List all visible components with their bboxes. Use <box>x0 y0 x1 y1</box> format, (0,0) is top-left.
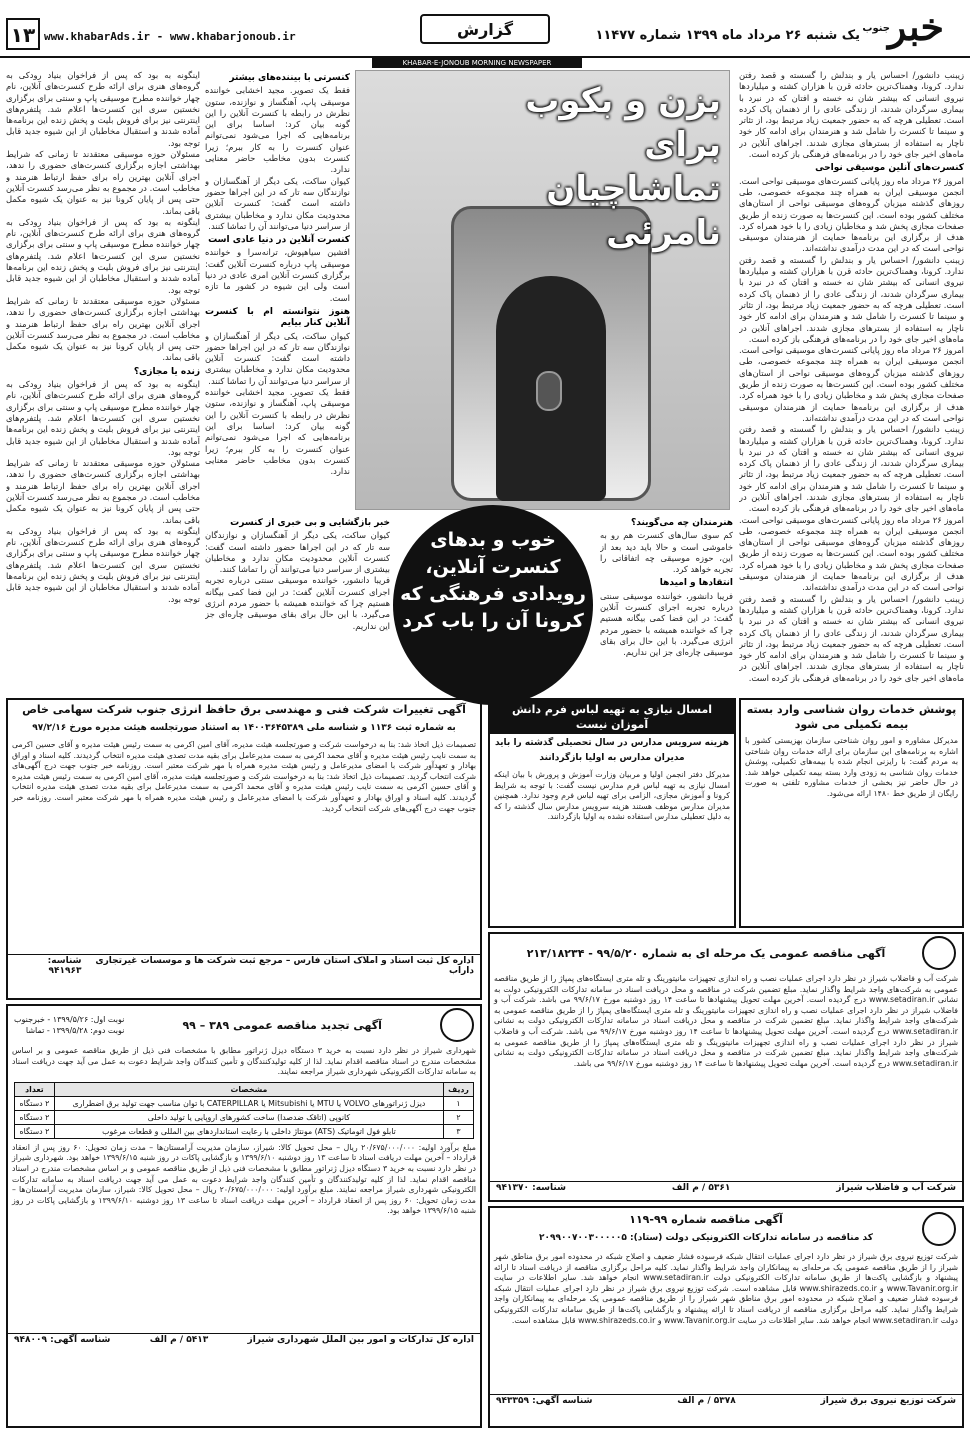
ad-id: شناسه آگهی: ۹۴۸۰۰۹ <box>14 1334 111 1345</box>
article-text: کیوان ساکت، یکی دیگر از آهنگسازان و نوازندگان سه تار که در این اجراها حضور داشته است گفت: کنسرت آنلاین محدودیت مکان ندارد و مخاطبان بیشتری از سراسر دنیا می‌توانند آن را تماشا کنند. <box>205 530 390 575</box>
subheading: هنرمندان چه می‌گویند؟ <box>631 518 733 528</box>
subheading: انتقادها و امیدها <box>659 578 733 589</box>
ad-body <box>490 972 962 1181</box>
article-text: فریبا دانشور، خواننده موسیقی سنتی درباره تجربه اجرای کنسرت آنلاین گفت: در این فضا کمی بیگانه هستیم چرا که خواننده همیشه با حضور مردم انرژی می‌گیرد. با این حال برای بقای موسیقی چاره‌ای جز این نداریم. <box>600 590 733 658</box>
ad-issuer: اداره کل ثبت اسناد و املاک استان فارس – مرجع ثبت شرکت ها و موسسات غیرتجاری داراب <box>95 956 474 976</box>
article-text: اینگونه به بود که پس از فراخوان بنیاد رودکی به گروه‌های هنری برای ارائه طرح کنسرت‌های آنلاین، نام چهار خواننده مطرح موسیقی پاپ و سنتی برای برگزاری نخستین سری این کنسرت‌ها اعلام شد. پلتفرم‌های اینترنتی نیز برای فروش بلیت و پخش زنده این برنامه‌ها آماده شدند و استقبال مخاطبان از این شیوه جدید قابل توجه بود. <box>6 70 200 148</box>
ad-header <box>8 1006 480 1044</box>
column-header: ردیف <box>444 1082 474 1096</box>
article-text: امروز ۲۶ مرداد ماه روز پایانی کنسرت‌های موسیقی نواحی است. انجمن موسیقی ایران به همراه چند مجموعه خصوصی، طی روزهای گذشته میزبان گروه‌های موسیقی نواحی از استان‌های مختلف کشور بوده است. این کنسرت‌ها به صورت زنده از طریق صفحات مجازی پخش شد و مخاطبان زیادی را با خود همراه کرد. هدف از برگزاری این برنامه‌ها حمایت از هنرمندان موسیقی نواحی است که در این مدت درآمدی نداشته‌اند. <box>739 514 964 593</box>
article-text: زیبنب دانشور/ احساس یار و بندلش را گسسته و قصد رفتن ندارد. کرونا، وهمناک‌ترین حادثه قرن با هزاران کشته و میلیاردها نیروی انسانی که بیشتر شان نه خسته و افتان که در نبرد با بیماری سرگردان شدند، از زندگی عادی را از ذهنمان پاک کرده است. تعطیلی هرچه که به حضور جمعیت زیاد مرتبط بود، از تئاتر و سینما تا کنسرت را شامل شد و هنرمندان برای ادامه کار خود ناچار به استفاده از بسترهای مجازی شدند. اجراهای آنلاین در ماه‌های اخیر جای خود را در برنامه‌های فرهنگی باز کرده است. <box>739 70 964 160</box>
ad-text: شهرداری شیراز در نظر دارد نسبت به خرید ۳ دستگاه دیزل ژنراتور مطابق با مشخصات فنی ذیل از طریق مناقصه عمومی و بر اساس مشخصات مندرج در اسناد مناقصه اقدام نماید. لذا از کلیه تولیدکنندگان و تأمین کنندگان واجد شرایط دعوت به عمل می آید جهت دریافت اسناد به سامانه تدارکات الکترونیکی شهرداری شیراز مراجعه نمایند. <box>12 1046 476 1077</box>
ad-title: آگهی تغییرات شرکت فنی و مهندسی برق حافظ انرژی جنوب شرکت سهامی خاص <box>22 703 466 716</box>
ad-subtitle: کد مناقصه در سامانه تدارکات الکترونیکی دولت (ستاد): ۲۰۹۹۰۰۷۰۰۳۰۰۰۰۰۵ <box>539 1233 873 1243</box>
ad-text: تصمیمات ذیل اتخاذ شد: بنا به درخواست شرکت و صورتجلسه هیئت مدیره، آقای امین اکرمی به سمت رئیس هیئت مدیره و آقای حسین اکرمی به سمت نایب رئیس هیئت مدیره و آقای محمد اکرمی به سمت مدیرعامل برای بقیه مدت تصدی هیئت مدیره انتخاب گردیدند. کلیه اسناد و اوراق بهادار و تعهدآور شرکت با امضای مدیرعامل و رئیس هیئت مدیره همراه با مهر شرکت معتبر است. روزنامه خبر جنوب جهت درج آگهی‌های شرکت انتخاب گردید. <box>12 740 477 781</box>
english-strip: KHABAR-E-JONOUB MORNING NEWSPAPER <box>372 58 582 68</box>
subheading: کنسرتی با بیننده‌های بیشتر <box>229 73 350 83</box>
shiraz-municipality-logo-icon <box>440 1008 474 1042</box>
article-column-mid-left <box>205 515 390 690</box>
table-cell: ۲ دستگاه <box>15 1096 55 1110</box>
ad-subtitle: به شماره ثبت ۱۱۳۶ و شناسه ملی ۱۴۰۰۳۶۴۵۳۸۹ به استناد صورتجلسه هیئت مدیره مورخ ۹۷/۲/۱۶ <box>32 723 456 733</box>
ad-text: شرکت توزیع نیروی برق شیراز در نظر دارد اجرای عملیات انتقال شبکه فرسوده فشار ضعیف و اصلاح شبکه در محدوده امور برق مناطق شهر شیراز را از طریق مناقصه عمومی یک مرحله‌ای به پیمانکاران واجد شرایط واگذار نماید. کلیه مراحل برگزاری مناقصه از دریافت اسناد تا ارائه پیشنهاد و بازگشایی پاکت‌ها از طریق سامانه تدارکات الکترونیکی دولت www.setadiran.ir انجام خواهد شد. سایر اطلاعات در سایت www.Tavanir.org.ir و www.shirazeds.co.ir قابل مشاهده است. <box>494 1283 958 1325</box>
box-title: امسال نیازی به تهیه لباس فرم دانش آموزان نیست <box>490 700 734 734</box>
ad-code: ۵۳۶۱ / م الف <box>671 1183 731 1193</box>
article-text: زیبنب دانشور/ احساس یار و بندلش را گسسته و قصد رفتن ندارد. کرونا، وهمناک‌ترین حادثه قرن با هزاران کشته و میلیاردها نیروی انسانی که بیشتر شان نه خسته و افتان که در نبرد با بیماری سرگردان شدند، از زندگی عادی را از ذهنمان پاک کرده است. تعطیلی هرچه که به حضور جمعیت زیاد مرتبط بود، از تئاتر و سینما تا کنسرت را شامل شد و هنرمندان برای ادامه کار خود ناچار به استفاده از بسترهای مجازی شدند. اجراهای آنلاین در ماه‌های اخیر جای خود را در برنامه‌های فرهنگی باز کرده است. <box>739 424 964 514</box>
article-text: اینگونه به بود که پس از فراخوان بنیاد رودکی به گروه‌های هنری برای ارائه طرح کنسرت‌های آنلاین، نام چهار خواننده مطرح موسیقی پاپ و سنتی برای برگزاری نخستین سری این کنسرت‌ها اعلام شد. پلتفرم‌های اینترنتی نیز برای فروش بلیت و پخش زنده این برنامه‌ها آماده شدند و استقبال مخاطبان از این شیوه جدید قابل توجه بود. <box>6 525 200 604</box>
table-cell: ۲ دستگاه <box>15 1124 55 1138</box>
ad-footer <box>490 1181 962 1194</box>
box-text: مدیرکل دفتر انجمن اولیا و مربیان وزارت آموزش و پرورش با بیان اینکه امسال نیازی به تهیه لباس فرم مدارس نیست گفت: با توجه به شرایط کرونا و آموزش مجازی، الزامی برای تهیه لباس فرم وجود ندارد. همچنین مدیران مدارس موظف هستند هزینه سرویس مدارس سال گذشته را که به دلیل تعطیلی مدارس استفاده نشده به اولیا بازگردانند. <box>494 770 730 822</box>
subheading: خبر بازگشایی و بی خبری از کنسرت <box>230 518 390 528</box>
ad-meta-first: نوبت اول: ۱۳۹۹/۵/۲۶ - خبرجنوب <box>14 1015 125 1024</box>
article-text: امروز ۲۶ مرداد ماه روز پایانی کنسرت‌های موسیقی نواحی است. انجمن موسیقی ایران به همراه چند مجموعه خصوصی، طی روزهای گذشته میزبان گروه‌های موسیقی نواحی از استان‌های مختلف کشور بوده است. این کنسرت‌ها به صورت زنده از طریق صفحات مجازی پخش شد و مخاطبان زیادی را با خود همراه کرد. هدف از برگزاری این برنامه‌ها حمایت از هنرمندان موسیقی نواحی است که در این مدت درآمدی نداشته‌اند. <box>739 345 964 423</box>
page-number: ۱۳ <box>6 18 40 50</box>
article-column-left <box>205 70 350 510</box>
ad-text: تصمیمات ذیل اتخاذ شد: بنا به درخواست شرکت و صورتجلسه هیئت مدیره، آقای امین اکرمی به سمت رئیس هیئت مدیره و آقای حسین اکرمی به سمت نایب رئیس هیئت مدیره و آقای محمد اکرمی به سمت مدیرعامل برای بقیه مدت تصدی هیئت مدیره انتخاب گردیدند. کلیه اسناد و اوراق بهادار و تعهدآور شرکت با امضای مدیرعامل و رئیس هیئت مدیره همراه با مهر شرکت معتبر است. روزنامه خبر جنوب جهت درج آگهی‌های شرکت انتخاب گردید. <box>12 771 476 813</box>
article-text: مسئولان حوزه موسیقی معتقدند تا زمانی که شرایط بهداشتی اجازه برگزاری کنسرت‌های حضوری را ندهد، اجرای آنلاین بهترین راه برای حفظ ارتباط هنرمند و مخاطب است. در مجموع به نظر می‌رسد کنسرت آنلاین حتی پس از پایان کرونا نیز به عنوان یک شیوه مکمل باقی بماند. <box>6 295 200 363</box>
article-text: کیوان ساکت، یکی دیگر از آهنگسازان و نوازندگان سه تار که در این اجراها حضور داشته است گفت: کنسرت آنلاین محدودیت مکان ندارد و مخاطبان بیشتری از سراسر دنیا می‌توانند آن را تماشا کنند. <box>205 175 350 231</box>
ad-id: شناسه: ۹۴۱۹۶۳ <box>47 956 82 976</box>
table-cell: ۱ <box>444 1096 474 1110</box>
article-text: امروز ۲۶ مرداد ماه روز پایانی کنسرت‌های موسیقی نواحی است. انجمن موسیقی ایران به همراه چند مجموعه خصوصی، طی روزهای گذشته میزبان گروه‌های موسیقی نواحی از استان‌های مختلف کشور بوده است. این کنسرت‌ها به صورت زنده از طریق صفحات مجازی پخش شد و مخاطبان زیادی را با خود همراه کرد. هدف از برگزاری این برنامه‌ها حمایت از هنرمندان موسیقی نواحی است که در این مدت درآمدی نداشته‌اند. <box>739 175 964 254</box>
ad-title: آگهی مناقصه شماره ۹۹-۱۱۹ <box>629 1213 783 1226</box>
table-row <box>15 1124 474 1138</box>
table-cell: ۳ <box>444 1124 474 1138</box>
ad-municipality-tender <box>6 1004 482 1428</box>
ad-id: شناسه: ۹۴۱۳۷۰ <box>496 1183 566 1193</box>
subheading: زنده یا مجازی؟ <box>133 366 200 377</box>
ad-code: ۵۴۱۳ / م الف <box>149 1334 209 1345</box>
circle-headline: خوب و بدهای کنسرت آنلاین، رویدادی فرهنگی که کرونا آن را باب کرد <box>393 505 593 705</box>
ad-header <box>490 1208 962 1250</box>
ad-title: آگهی تجدید مناقصه عمومی ۳۸۹ – ۹۹ <box>182 1018 382 1032</box>
ad-header <box>490 934 962 972</box>
ad-text: شرکت آب و فاضلاب شیراز در نظر دارد اجرای عملیات نصب و راه اندازی تجهیزات مانیتورینگ و تله متری ایستگاه‌های پمپاژ را از طریق مناقصه عمومی به شرکت‌های واجد شرایط واگذار نماید. مبلغ تضمین شرکت در مناقصه و محل دریافت اسناد در سامانه تدارکات الکترونیکی دولت به نشانی www.setadiran.ir درج گردیده است. آخرین مهلت تحویل پیشنهادها تا ساعت ۱۴ روز دوشنبه مورخ ۹۹/۶/۱۷ می باشد. <box>494 1026 958 1068</box>
ad-id: شناسه آگهی: ۹۴۳۳۵۹ <box>496 1396 593 1406</box>
article-column-mid-right <box>600 515 733 690</box>
logo-text: خبر <box>888 4 944 49</box>
subheading: هنوز نتوانسته ام با کنسرت آنلاین کنار بیایم <box>205 306 350 329</box>
ad-title-group <box>496 1210 916 1248</box>
ad-text: شرکت آب و فاضلاب شیراز در نظر دارد اجرای عملیات نصب و راه اندازی تجهیزات مانیتورینگ و تله متری ایستگاه‌های پمپاژ را از طریق مناقصه عمومی به شرکت‌های واجد شرایط واگذار نماید. مبلغ تضمین شرکت در مناقصه و محل دریافت اسناد در سامانه تدارکات الکترونیکی دولت به نشانی www.setadiran.ir درج گردیده است. آخرین مهلت تحویل پیشنهادها تا ساعت ۱۴ روز دوشنبه مورخ ۹۹/۶/۱۷ می باشد. <box>494 995 958 1036</box>
box-title: پوشش خدمات روان شناسی وارد بسته بیمه تکمیلی می شود <box>746 703 957 731</box>
ad-electricity-tender <box>488 1206 964 1428</box>
article-text: کم سوی سال‌های کنسرت هم رو به خاموشی است و حالا باید دید بعد از این، حوزه موسیقی چه اتفاقاتی را تجربه خواهد کرد. <box>600 530 733 575</box>
news-box-insurance <box>739 698 964 928</box>
ad-text: مبلغ برآورد اولیه: ۲۰/۶۷۵/۰۰۰/۰۰۰ ریال – محل تحویل کالا: شیراز، سازمان مدیریت آرامستان‌ها – مدت زمان تحویل: ۶۰ روز پس از انعقاد قرارداد – آخرین مهلت دریافت اسناد تا ساعت ۱۳ روز دوشنبه ۱۳۹۹/۶/۱۰ و بازگشایی پاکات در روز شنبه ۱۳۹۹/۶/۱۵ خواهد بود. <box>12 1185 476 1216</box>
table-cell: ۲ دستگاه <box>15 1110 55 1124</box>
box-subtitle: هزینه سرویس مدارس در سال تحصیلی گذشته را باید مدیران مدارس به اولیا بازگردانند <box>494 738 730 763</box>
article-text: فقط یک تصویر. مجید اخشابی خواننده موسیقی پاپ، آهنگساز و نوازنده، ستون نظرش در رابطه با کنسرت آنلاین را این گونه بیان کرد: اساسا برای این برنامه‌هایی که اجرا می‌شود نمی‌توانم عنوان کنسرت را به کار ببرم؛ زیرا کنسرت بدون مخاطب حاضر معنایی ندارد. <box>205 85 350 175</box>
ad-water-tender <box>488 932 964 1202</box>
table-cell: کانوپی (اتاقک ضدصدا) ساخت کشورهای اروپایی یا تولید داخلی <box>54 1110 443 1124</box>
article-text: اینگونه به بود که پس از فراخوان بنیاد رودکی به گروه‌های هنری برای ارائه طرح کنسرت‌های آنلاین، نام چهار خواننده مطرح موسیقی پاپ و سنتی برای برگزاری نخستین سری این کنسرت‌ها اعلام شد. پلتفرم‌های اینترنتی نیز برای فروش بلیت و پخش زنده این برنامه‌ها آماده شدند و استقبال مخاطبان از این شیوه جدید قابل توجه بود. <box>6 379 200 457</box>
article-text: اینگونه به بود که پس از فراخوان بنیاد رودکی به گروه‌های هنری برای ارائه طرح کنسرت‌های آنلاین، نام چهار خواننده مطرح موسیقی پاپ و سنتی برای برگزاری نخستین سری این کنسرت‌ها اعلام شد. پلتفرم‌های اینترنتی نیز برای فروش بلیت و پخش زنده این برنامه‌ها آماده شدند و استقبال مخاطبان از این شیوه جدید قابل توجه بود. <box>6 216 200 295</box>
article-text: زیبنب دانشور/ احساس یار و بندلش را گسسته و قصد رفتن ندارد. کرونا، وهمناک‌ترین حادثه قرن با هزاران کشته و میلیاردها نیروی انسانی که بیشتر شان نه خسته و افتان که در نبرد با بیماری سرگردان شدند، از زندگی عادی را از ذهنمان پاک کرده است. تعطیلی هرچه که به حضور جمعیت زیاد مرتبط بود، از تئاتر و سینما تا کنسرت را شامل شد و هنرمندان برای ادامه کار خود ناچار به استفاده از بسترهای مجازی شدند. اجراهای آنلاین در ماه‌های اخیر جای خود را در برنامه‌های فرهنگی باز کرده است. <box>739 593 964 683</box>
column-header: مشخصات <box>54 1082 443 1096</box>
article-text: زیبنب دانشور/ احساس یار و بندلش را گسسته و قصد رفتن ندارد. کرونا، وهمناک‌ترین حادثه قرن با هزاران کشته و میلیاردها نیروی انسانی که بیشتر شان نه خسته و افتان که در نبرد با بیماری سرگردان شدند، از زندگی عادی را از ذهنمان پاک کرده است. تعطیلی هرچه که به حضور جمعیت زیاد مرتبط بود، از تئاتر و سینما تا کنسرت را شامل شد و هنرمندان برای ادامه کار خود ناچار به استفاده از بسترهای مجازی شدند. اجراهای آنلاین در ماه‌های اخیر جای خود را در برنامه‌های فرهنگی باز کرده است. <box>739 254 964 344</box>
table-cell: دیزل ژنراتورهای VOLVO یا MTU یا Mitsubishi یا CATERPILLAR با توان مناسب جهت تولید برق اضطراری <box>54 1096 443 1110</box>
table-row <box>15 1110 474 1124</box>
article-text: کیوان ساکت، یکی دیگر از آهنگسازان و نوازندگان سه تار که در این اجراها حضور داشته است گفت: کنسرت آنلاین محدودیت مکان ندارد و مخاطبان بیشتری از سراسر دنیا می‌توانند آن را تماشا کنند. <box>205 330 350 386</box>
news-box-school-uniform <box>488 698 736 928</box>
newspaper-logo <box>862 4 964 50</box>
ad-footer <box>8 954 480 977</box>
section-label: گزارش <box>420 14 550 44</box>
ad-table-wrap <box>8 1080 480 1141</box>
website-links[interactable]: www.khabarAds.ir - www.khabarjonoub.ir <box>44 30 296 43</box>
table-row <box>15 1096 474 1110</box>
article-text: مسئولان حوزه موسیقی معتقدند تا زمانی که شرایط بهداشتی اجازه برگزاری کنسرت‌های حضوری را ندهد، اجرای آنلاین بهترین راه برای حفظ ارتباط هنرمند و مخاطب است. در مجموع به نظر می‌رسد کنسرت آنلاین حتی پس از پایان کرونا نیز به عنوان یک شیوه مکمل باقی بماند. <box>6 458 200 525</box>
ad-body <box>8 738 480 954</box>
article-text: فقط یک تصویر. مجید اخشابی خواننده موسیقی پاپ، آهنگساز و نوازنده، ستون نظرش در رابطه با کنسرت آنلاین را این گونه بیان کرد: اساسا برای این برنامه‌هایی که اجرا می‌شود نمی‌توانم عنوان کنسرت را به کار ببرم؛ زیرا کنسرت بدون مخاطب حاضر معنایی ندارد. <box>205 387 350 477</box>
column-header: تعداد <box>15 1082 55 1096</box>
ad-meta-second: نوبت دوم: ۱۳۹۹/۵/۲۸ - تماشا <box>25 1026 125 1035</box>
feature-photo <box>355 70 730 510</box>
article-text: افشین سیاهپوش، ترانه‌سرا و خواننده موسیقی پاپ درباره کنسرت آنلاین گفت: برگزاری کنسرت آنلاین امری عادی در دنیا است ولی این شیوه در کشور ما تازه است. <box>205 247 350 303</box>
table-cell: ۲ <box>444 1110 474 1124</box>
main-headline: بزن و بکوب برای تماشاچیان نامرئی <box>525 81 721 253</box>
ad-footer <box>8 1333 480 1346</box>
article-text: مسئولان حوزه موسیقی معتقدند تا زمانی که شرایط بهداشتی اجازه برگزاری کنسرت‌های حضوری را ندهد، اجرای آنلاین بهترین راه برای حفظ ارتباط هنرمند و مخاطب است. در مجموع به نظر می‌رسد کنسرت آنلاین حتی پس از پایان کرونا نیز به عنوان یک شیوه مکمل باقی بماند. <box>6 149 200 216</box>
table-cell: تابلو فول اتوماتیک (ATS) مونتاژ داخلی با رعایت استانداردهای بین المللی و قطعات مرغوب <box>54 1124 443 1138</box>
article-column-far-left <box>6 70 200 690</box>
water-company-logo-icon <box>922 936 956 970</box>
ad-issuer: شرکت آب و فاضلاب شیراز <box>836 1183 956 1193</box>
ad-text: مبلغ برآورد اولیه: ۲۰/۶۷۵/۰۰۰/۰۰۰ ریال – محل تحویل کالا: شیراز، سازمان مدیریت آرامستان‌ها – مدت زمان تحویل: ۶۰ روز پس از انعقاد قرارداد – آخرین مهلت دریافت اسناد تا ساعت ۱۳ روز دوشنبه ۱۳۹۹/۶/۱۰ و بازگشایی پاکات در روز شنبه ۱۳۹۹/۶/۱۵ خواهد بود. <box>12 1142 477 1163</box>
ad-text: شهرداری شیراز در نظر دارد نسبت به خرید ۳ دستگاه دیزل ژنراتور مطابق با مشخصات فنی ذیل از طریق مناقصه عمومی و بر اساس مشخصات مندرج در اسناد مناقصه اقدام نماید. لذا از کلیه تولیدکنندگان و تأمین کنندگان واجد شرایط دعوت به عمل می آید جهت دریافت اسناد به سامانه تدارکات الکترونیکی شهرداری شیراز مراجعه نمایند. <box>12 1153 477 1195</box>
specs-table <box>14 1082 474 1139</box>
subheading: کنسرت‌های آنلین موسیقی نواحی <box>815 163 964 174</box>
ad-meta <box>14 1014 124 1036</box>
ad-title: آگهی مناقصه عمومی یک مرحله ای به شماره ۹۹/۵/۲۰ - ۲۱۳/۱۸۲۳۴ <box>526 946 886 960</box>
microphone-icon <box>536 371 562 411</box>
electricity-company-logo-icon <box>922 1212 956 1246</box>
ad-code: ۵۳۷۸ / م الف <box>677 1396 736 1406</box>
ad-issuer: شرکت توزیع نیروی برق شیراز <box>820 1396 956 1406</box>
ad-body <box>8 1141 480 1333</box>
ad-issuer: اداره کل تدارکات و امور بین الملل شهرداری شیراز <box>247 1334 474 1345</box>
article-column-right <box>739 70 964 690</box>
box-text: مدیرکل مشاوره و امور روان شناختی سازمان بهزیستی کشور با اشاره به برنامه‌های این سازمان برای ارائه خدمات روان شناختی به مردم گفت: با رایزنی انجام شده با بیمه‌های تکمیلی، پوشش خدمات روان شناسی به زودی وارد بسته بیمه تکمیلی خواهد شد. در حال حاضر نیز بخشی از خدمات مشاوره تلفنی به صورت رایگان از طریق خط ۱۴۸۰ ارائه می‌شود. <box>745 736 958 798</box>
dateline: یک شنبه ۲۶ مرداد ماه ۱۳۹۹ شماره ۱۱۴۷۷ <box>595 28 860 43</box>
ad-company-changes <box>6 698 482 1000</box>
ad-footer <box>490 1394 962 1407</box>
ad-text: شرکت آب و فاضلاب شیراز در نظر دارد اجرای عملیات نصب و راه اندازی تجهیزات مانیتورینگ و تله متری ایستگاه‌های پمپاژ را از طریق مناقصه عمومی به شرکت‌های واجد شرایط واگذار نماید. مبلغ تضمین شرکت در مناقصه و محل دریافت اسناد در سامانه تدارکات الکترونیکی دولت به نشانی www.setadiran.ir درج گردیده است. آخرین مهلت تحویل پیشنهادها تا ساعت ۱۴ روز دوشنبه مورخ ۹۹/۶/۱۷ می باشد. <box>494 974 958 1005</box>
ad-body <box>490 1250 962 1394</box>
article-text: فریبا دانشور، خواننده موسیقی سنتی درباره تجربه اجرای کنسرت آنلاین گفت: در این فضا کمی بیگانه هستیم چرا که خواننده همیشه با حضور مردم انرژی می‌گیرد. با این حال برای بقای موسیقی چاره‌ای جز این نداریم. <box>205 575 390 631</box>
ad-text: شرکت توزیع نیروی برق شیراز در نظر دارد اجرای عملیات انتقال شبکه فرسوده فشار ضعیف و اصلاح شبکه در محدوده امور برق مناطق شهر شیراز را از طریق مناقصه عمومی یک مرحله‌ای به پیمانکاران واجد شرایط واگذار نماید. کلیه مراحل برگزاری مناقصه از دریافت اسناد تا ارائه پیشنهاد و بازگشایی پاکت‌ها از طریق سامانه تدارکات الکترونیکی دولت www.setadiran.ir انجام خواهد شد. سایر اطلاعات در سایت www.Tavanir.org.ir و www.shirazeds.co.ir قابل مشاهده است. <box>494 1252 958 1293</box>
logo-sub: جنوب <box>862 23 890 34</box>
subheading: کنسرت آنلاین در دنیا عادی است <box>208 235 350 246</box>
